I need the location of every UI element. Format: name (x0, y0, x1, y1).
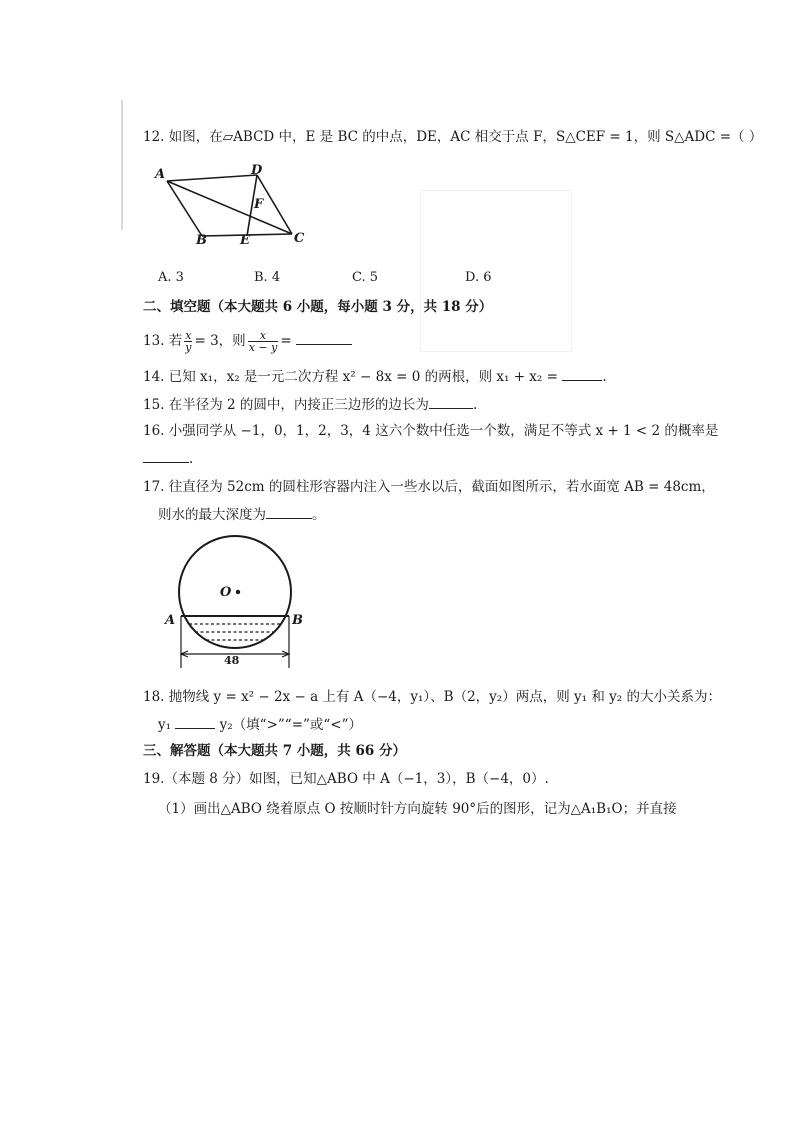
q13-fraction-2: $\frac{x}{x - y}$ (248, 329, 278, 354)
side-da (167, 175, 257, 181)
q16-answer: . (143, 450, 193, 468)
bleed-through-grid (420, 190, 572, 352)
q12-choice-c[interactable]: C. 5 (352, 270, 379, 285)
q16-stem: 16. 小强同学从 −1，0，1，2，3，4 这六个数中任选一个数，满足不等式 x + 1 < 2 的概率是 (143, 423, 719, 439)
label-c: C (294, 231, 305, 246)
label-b: B (196, 233, 207, 248)
label-f: F (254, 197, 264, 212)
q12-choice-a[interactable]: A. 3 (158, 270, 184, 285)
q19-line-1: 19.（本题 8 分）如图，已知△ABO 中 A（−1，3），B（−4，0）. (143, 771, 549, 787)
diagonal-ac (167, 181, 292, 234)
q13-answer-blank[interactable] (296, 332, 352, 345)
label-width: 48 (224, 654, 240, 667)
q12-stem: 12. 如图，在▱ABCD 中，E 是 BC 的中点，DE，AC 相交于点 F，S△CEF = 1，则 S△ADC =（ ） (143, 129, 763, 145)
q18-line-1: 18. 抛物线 y = x² − 2x − a 上有 A（−4，y₁）、B（2，y₂）两点，则 y₁ 和 y₂ 的大小关系为： (143, 689, 721, 705)
q17-answer-blank[interactable] (266, 506, 312, 519)
scan-edge (121, 100, 123, 230)
parallelogram-figure (150, 160, 330, 250)
section-2-heading: 二、填空题（本大题共 6 小题，每小题 3 分，共 18 分） (143, 299, 493, 315)
circle-outline (179, 536, 291, 648)
q15: 15. 在半径为 2 的圆中，内接正三边形的边长为 . (143, 397, 478, 413)
q17-line-2: 则水的最大深度为 。 (158, 507, 326, 523)
label-a: A (155, 167, 166, 182)
q12-choice-b[interactable]: B. 4 (254, 270, 281, 285)
cylinder-section-figure (158, 530, 318, 670)
q18-answer-blank[interactable] (175, 716, 215, 729)
label-d: D (251, 163, 263, 178)
q19-line-2: （1）画出△ABO 绕着原点 O 按顺时针方向旋转 90°后的图形，记为△A₁B₁O；并直接 (158, 801, 677, 817)
q13-fraction-1: $\frac{x}{y}$ (185, 329, 192, 354)
q13: 13. 若 $\frac{x}{y}$ = 3，则 $\frac{x}{x - y}$ = (143, 330, 352, 353)
label-b: B (292, 613, 303, 628)
q15-answer-blank[interactable] (429, 396, 473, 409)
q16-answer-blank[interactable] (143, 450, 189, 463)
center-point-o (236, 590, 240, 594)
q18-line-2: y₁ y₂（填“>”“=”或“<”） (158, 717, 363, 733)
label-o: O (220, 585, 232, 600)
section-3-heading: 三、解答题（本大题共 7 小题，共 66 分） (143, 743, 406, 759)
label-a: A (165, 613, 176, 628)
q17-line-1: 17. 往直径为 52cm 的圆柱形容器内注入一些水以后，截面如图所示，若水面宽 AB = 48cm， (143, 479, 715, 495)
label-e: E (240, 233, 250, 248)
q14: 14. 已知 x₁，x₂ 是一元二次方程 x² − 8x = 0 的两根，则 x₁ + x₂ = . (143, 369, 607, 385)
q14-answer-blank[interactable] (562, 368, 602, 381)
q12-choice-d[interactable]: D. 6 (465, 270, 492, 285)
